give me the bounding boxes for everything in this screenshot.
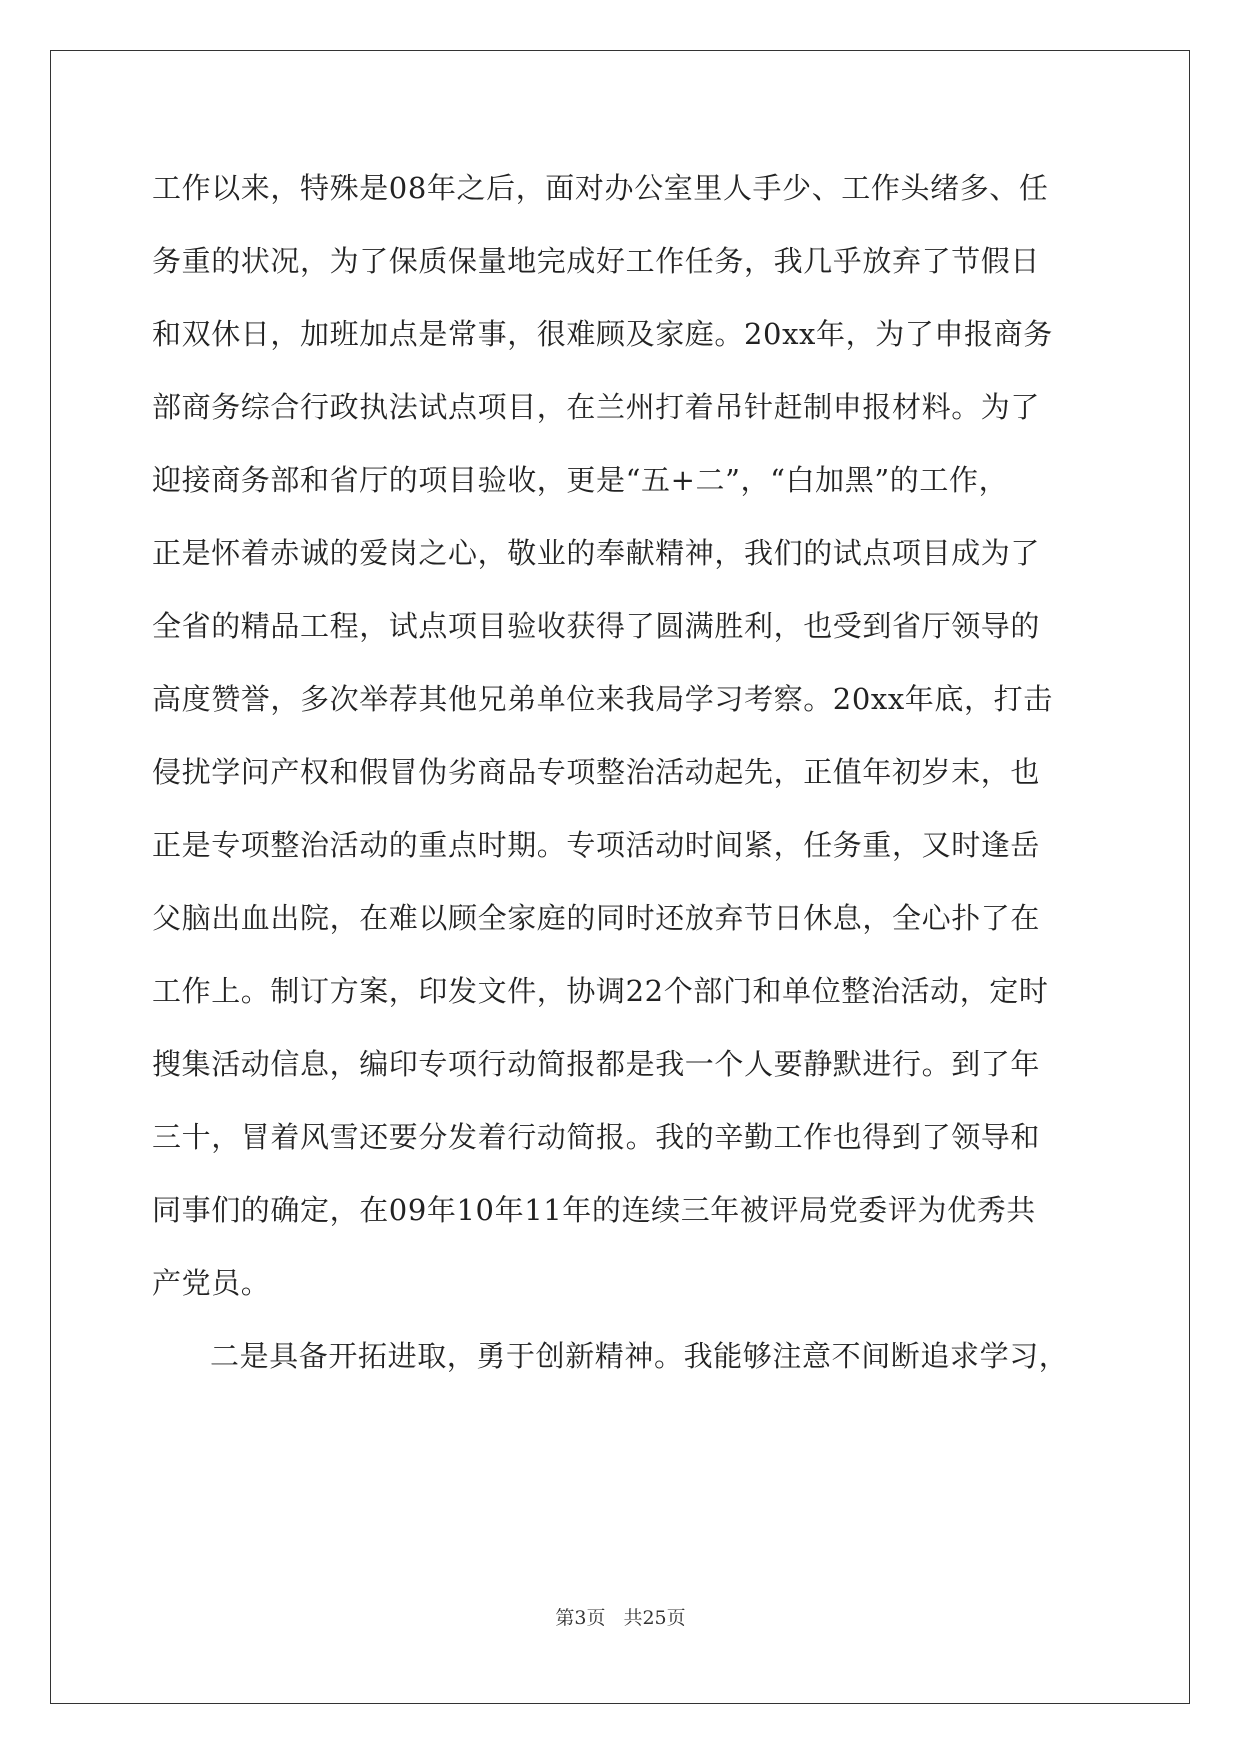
paragraph-line: 同事们的确定，在09年10年11年的连续三年被评局党委评为优秀共: [152, 1193, 1036, 1227]
paragraph-line: 和双休日，加班加点是常事，很难顾及家庭。20xx年，为了申报商务: [152, 317, 1053, 351]
page-footer: [0, 1606, 1241, 1630]
paragraph-line: 搜集活动信息，编印专项行动简报都是我一个人要静默进行。到了年: [152, 1047, 1041, 1081]
paragraph-line: 务重的状况，为了保质保量地完成好工作任务，我几乎放弃了节假日: [152, 244, 1041, 278]
paragraph-line: 部商务综合行政执法试点项目，在兰州打着吊针赶制申报材料。为了: [152, 390, 1041, 424]
paragraph-first-line: 二是具备开拓进取，勇于创新精神。我能够注意不间断追求学习，: [210, 1339, 1069, 1373]
page-border: [50, 50, 1190, 1704]
paragraph-line: 全省的精品工程，试点项目验收获得了圆满胜利，也受到省厅领导的: [152, 609, 1041, 643]
total-pages-indicator: 共25页: [623, 1607, 686, 1629]
paragraph-line: 三十，冒着风雪还要分发着行动简报。我的辛勤工作也得到了领导和: [152, 1120, 1041, 1154]
paragraph-line: 父脑出血出院，在难以顾全家庭的同时还放弃节日休息，全心扑了在: [152, 901, 1041, 935]
paragraph-line: 正是怀着赤诚的爱岗之心，敬业的奉献精神，我们的试点项目成为了: [152, 536, 1041, 570]
paragraph-line: 产党员。: [152, 1266, 271, 1300]
current-page-indicator: 第3页: [555, 1607, 606, 1629]
paragraph-line: 工作以来，特殊是08年之后，面对办公室里人手少、工作头绪多、任: [152, 171, 1049, 205]
paragraph-line: 正是专项整治活动的重点时期。专项活动时间紧，任务重，又时逢岳: [152, 828, 1041, 862]
paragraph-line: 高度赞誉，多次举荐其他兄弟单位来我局学习考察。20xx年底，打击: [152, 682, 1053, 716]
paragraph-line: 工作上。制订方案，印发文件，协调22个部门和单位整治活动，定时: [152, 974, 1049, 1008]
paragraph-line: 侵扰学问产权和假冒伪劣商品专项整治活动起先，正值年初岁末，也: [152, 755, 1041, 789]
paragraph-line: 迎接商务部和省厅的项目验收，更是“五+二”，“白加黑”的工作，: [152, 463, 1009, 497]
